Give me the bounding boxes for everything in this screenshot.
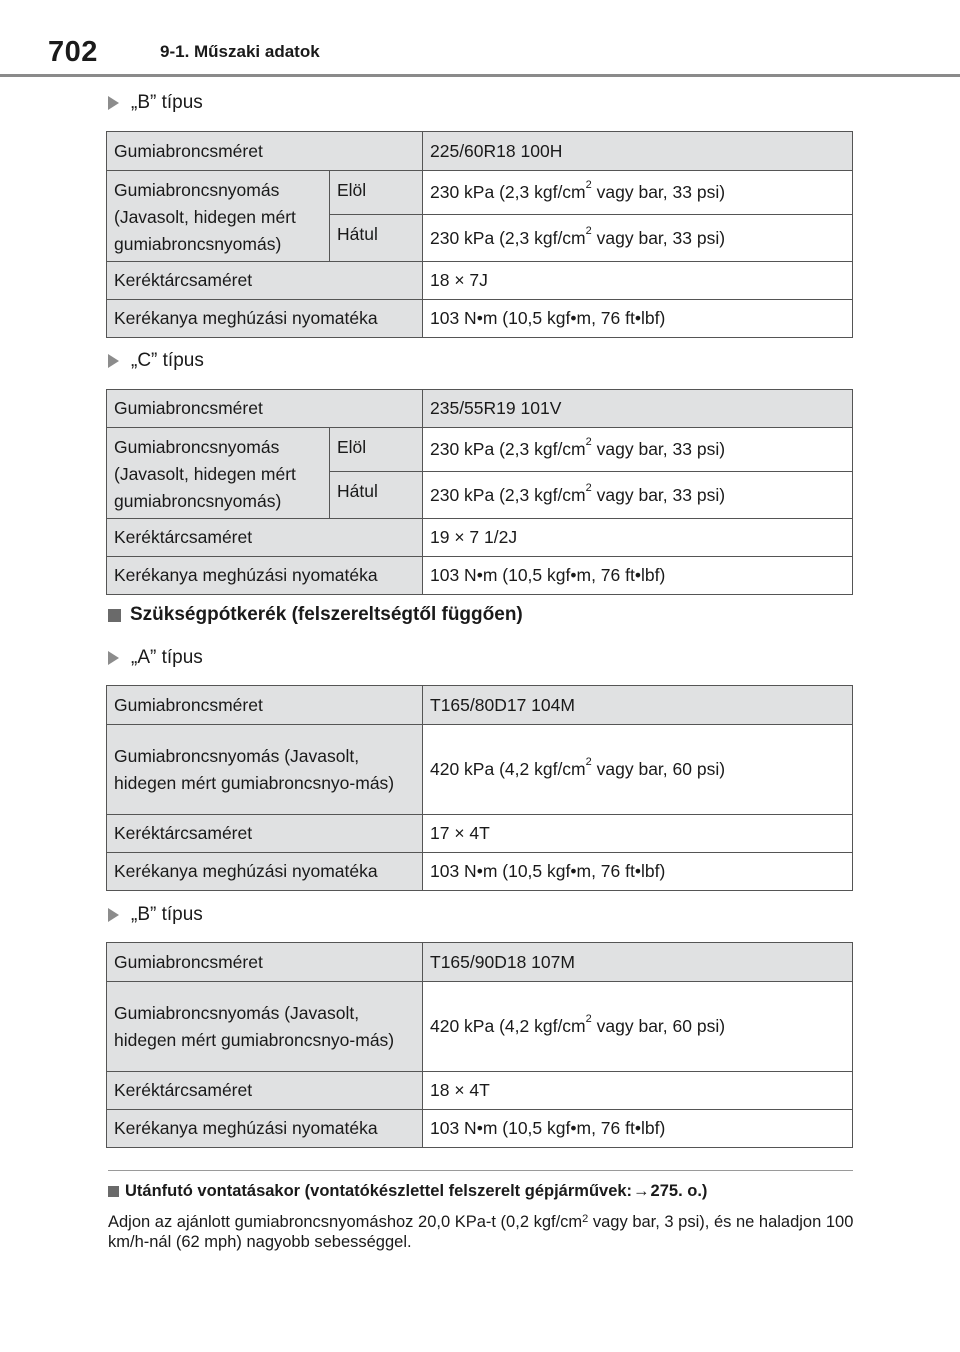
table-spare-b-type [106, 942, 853, 1148]
table-row [107, 300, 853, 338]
header-divider [0, 74, 960, 77]
rear-pressure-value: 230 kPa (2,3 kgf/$cm^2$ vagy bar, 33 psi) [423, 215, 853, 262]
pressure-label: Gumiabroncsnyomás (Javasolt, hidegen mért gumiabroncsnyomás) [107, 428, 330, 519]
subheading-c-type [108, 350, 204, 372]
arrow-right-icon: → [633, 1182, 650, 1200]
torque-value: 103 N•m (10,5 kgf•m, 76 ft•lbf) [423, 557, 853, 595]
torque-label: Kerékanya meghúzási nyomatéka [107, 853, 423, 891]
front-label: Elöl [330, 171, 423, 215]
table-row [107, 171, 853, 215]
subheading-label: „B” típus [131, 904, 203, 925]
table-row [107, 725, 853, 815]
table-row [107, 943, 853, 982]
square-bullet-icon [108, 1186, 119, 1197]
pressure-label: Gumiabroncsnyomás (Javasolt, hidegen mért gumiabroncsnyomás) [107, 171, 330, 262]
torque-label: Kerékanya meghúzási nyomatéka [107, 1110, 423, 1148]
table-row [107, 390, 853, 428]
subheading-label: „C” típus [131, 350, 204, 371]
torque-value: 103 N•m (10,5 kgf•m, 76 ft•lbf) [423, 853, 853, 891]
triangle-bullet-icon [108, 651, 119, 665]
table-row [107, 853, 853, 891]
page-reference-link[interactable]: 275. o.) [650, 1182, 708, 1200]
triangle-bullet-icon [108, 908, 119, 922]
torque-value: 103 N•m (10,5 kgf•m, 76 ft•lbf) [423, 300, 853, 338]
tire-size-label: Gumiabroncsméret [107, 686, 423, 725]
subheading-label: „B” típus [131, 92, 203, 113]
tire-size-value: T165/90D18 107M [423, 943, 853, 982]
front-pressure-value: 230 kPa (2,3 kgf/$cm^2$ vagy bar, 33 psi) [423, 428, 853, 472]
rim-label: Keréktárcsaméret [107, 815, 423, 853]
section-title: 9-1. Műszaki adatok [160, 42, 320, 61]
pressure-label: Gumiabroncsnyomás (Javasolt, hidegen mért gumiabroncsnyo-más) [107, 982, 423, 1072]
page-number: 702 [48, 36, 98, 68]
rim-label: Keréktárcsaméret [107, 262, 423, 300]
front-label: Elöl [330, 428, 423, 472]
table-row [107, 1110, 853, 1148]
subheading-spare-a-type [108, 647, 203, 669]
pressure-value: 420 kPa (4,2 kgf/$cm^2$ vagy bar, 60 psi) [423, 725, 853, 815]
torque-label: Kerékanya meghúzási nyomatéka [107, 300, 423, 338]
towing-note-body: Adjon az ajánlott gumiabroncsnyomáshoz 20,0 KPa-t (0,2 kgf/$cm^2$ vagy bar, 3 psi), és ne haladjon 100 km/h-nál (62 mph) nagyobb sebességgel. [108, 1213, 854, 1251]
table-c-type [106, 389, 853, 595]
spare-wheel-heading [108, 604, 523, 626]
note-divider [108, 1170, 853, 1171]
table-row [107, 428, 853, 472]
pressure-label: Gumiabroncsnyomás (Javasolt, hidegen mért gumiabroncsnyo-más) [107, 725, 423, 815]
subheading-label: „A” típus [131, 647, 203, 668]
tire-size-value: 235/55R19 101V [423, 390, 853, 428]
rear-label: Hátul [330, 215, 423, 262]
torque-value: 103 N•m (10,5 kgf•m, 76 ft•lbf) [423, 1110, 853, 1148]
rim-value: 17 × 4T [423, 815, 853, 853]
tire-size-label: Gumiabroncsméret [107, 943, 423, 982]
subheading-spare-b-type [108, 904, 203, 926]
rim-value: 18 × 4T [423, 1072, 853, 1110]
table-spare-a-type [106, 685, 853, 891]
table-row [107, 262, 853, 300]
rim-value: 18 × 7J [423, 262, 853, 300]
tire-size-value: 225/60R18 100H [423, 132, 853, 171]
triangle-bullet-icon [108, 96, 119, 110]
pressure-value: 420 kPa (4,2 kgf/$cm^2$ vagy bar, 60 psi) [423, 982, 853, 1072]
square-bullet-icon [108, 609, 121, 622]
rim-label: Keréktárcsaméret [107, 1072, 423, 1110]
rim-label: Keréktárcsaméret [107, 519, 423, 557]
table-row [107, 982, 853, 1072]
table-b-type [106, 131, 853, 338]
rear-label: Hátul [330, 472, 423, 519]
table-row [107, 686, 853, 725]
table-row [107, 519, 853, 557]
table-row [107, 1072, 853, 1110]
front-pressure-value: 230 kPa (2,3 kgf/$cm^2$ vagy bar, 33 psi) [423, 171, 853, 215]
heading-label: Szükségpótkerék (felszereltségtől függően) [130, 604, 523, 625]
tire-size-value: T165/80D17 104M [423, 686, 853, 725]
towing-note-heading [108, 1182, 707, 1201]
note-heading-text: Utánfutó vontatásakor (vontatókészlettel felszerelt gépjárművek: [125, 1182, 633, 1200]
tire-size-label: Gumiabroncsméret [107, 390, 423, 428]
tire-size-label: Gumiabroncsméret [107, 132, 423, 171]
page-header [0, 0, 960, 76]
rim-value: 19 × 7 1/2J [423, 519, 853, 557]
triangle-bullet-icon [108, 354, 119, 368]
table-row [107, 132, 853, 171]
table-row [107, 557, 853, 595]
torque-label: Kerékanya meghúzási nyomatéka [107, 557, 423, 595]
rear-pressure-value: 230 kPa (2,3 kgf/$cm^2$ vagy bar, 33 psi) [423, 472, 853, 519]
subheading-b-type [108, 92, 203, 114]
table-row [107, 815, 853, 853]
